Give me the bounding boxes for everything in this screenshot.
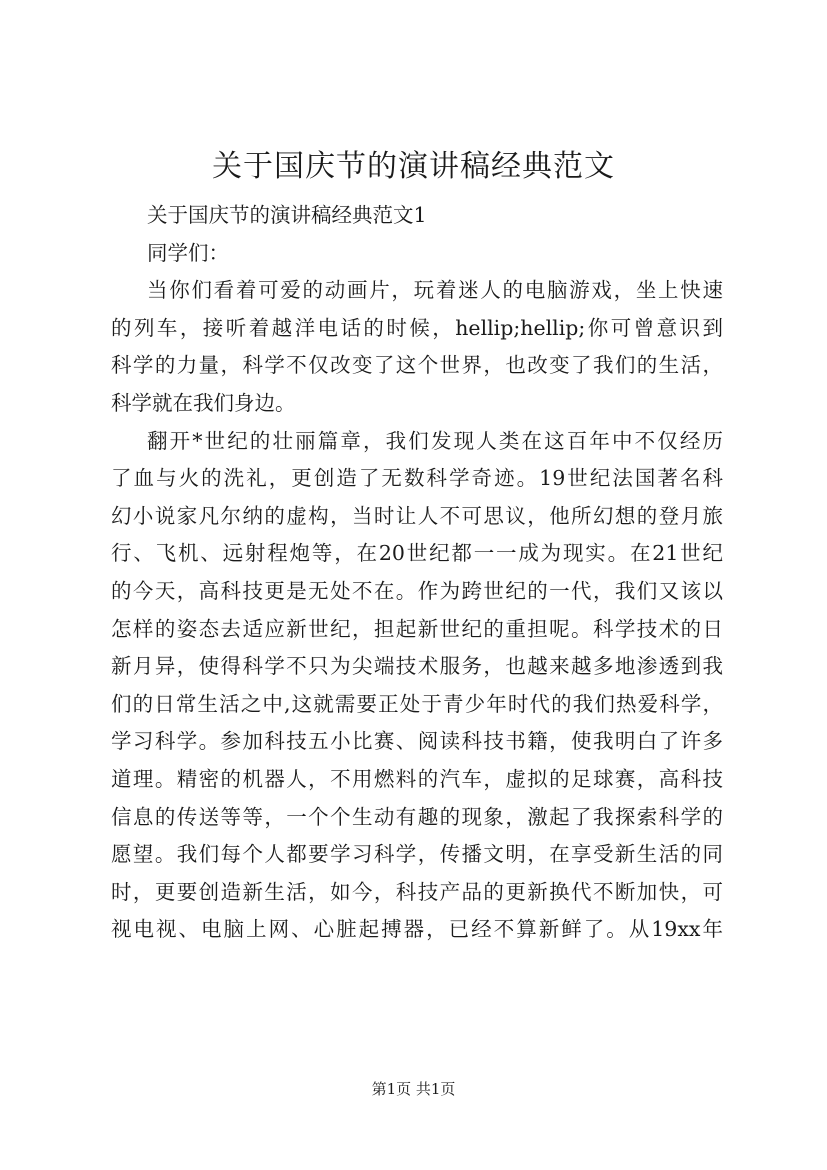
paragraph-line: 们的日常生活之中,这就需要正处于青少年时代的我们热爱科学， (111, 691, 723, 716)
paragraph-line: 的今天，高科技更是无处不在。作为跨世纪的一代，我们又该以 (111, 578, 723, 603)
paragraph-line: 了血与火的洗礼，更创造了无数科学奇迹。19世纪法国著名科 (111, 466, 723, 491)
paragraph-line: 道理。精密的机器人，不用燃料的汽车，虚拟的足球赛，高科技 (111, 766, 723, 791)
paragraph-line: 视电视、电脑上网、心脏起搏器，已经不算新鲜了。从19xx年 (111, 917, 723, 942)
paragraph-line: 行、飞机、远射程炮等，在20世纪都一一成为现实。在21世纪 (111, 541, 723, 566)
paragraph-line: 学习科学。参加科技五小比赛、阅读科技书籍，使我明白了许多 (111, 729, 723, 754)
paragraph-line: 科学的力量，科学不仅改变了这个世界，也改变了我们的生活， (111, 353, 723, 378)
paragraph-line: 的列车，接听着越洋电话的时候，hellip;hellip;你可曾意识到 (111, 315, 723, 340)
paragraph-line: 新月异，使得科学不只为尖端技术服务，也越来越多地渗透到我 (111, 654, 723, 679)
paragraph-line: 科学就在我们身边。 (111, 390, 296, 415)
page-footer: 第1页 共1页 (371, 1080, 456, 1098)
paragraph-line: 翻开*世纪的壮丽篇章，我们发现人类在这百年中不仅经历 (147, 428, 723, 453)
paragraph-line: 当你们看着可爱的动画片，玩着迷人的电脑游戏，坐上快速 (147, 278, 723, 303)
paragraph-line: 时，更要创造新生活，如今，科技产品的更新换代不断加快，可 (111, 879, 723, 904)
salutation-line: 同学们： (147, 240, 229, 265)
subtitle-line: 关于国庆节的演讲稿经典范文1 (147, 203, 427, 227)
document-title: 关于国庆节的演讲稿经典范文 (212, 149, 615, 184)
document-body (111, 197, 723, 949)
paragraph-line: 幻小说家凡尔纳的虚构，当时让人不可思议，他所幻想的登月旅 (111, 503, 723, 528)
paragraph-line: 信息的传送等等，一个个生动有趣的现象，激起了我探索科学的 (111, 804, 723, 829)
paragraph-line: 怎样的姿态去适应新世纪，担起新世纪的重担呢。科学技术的日 (111, 616, 723, 641)
paragraph-line: 愿望。我们每个人都要学习科学，传播文明，在享受新生活的同 (111, 842, 723, 867)
